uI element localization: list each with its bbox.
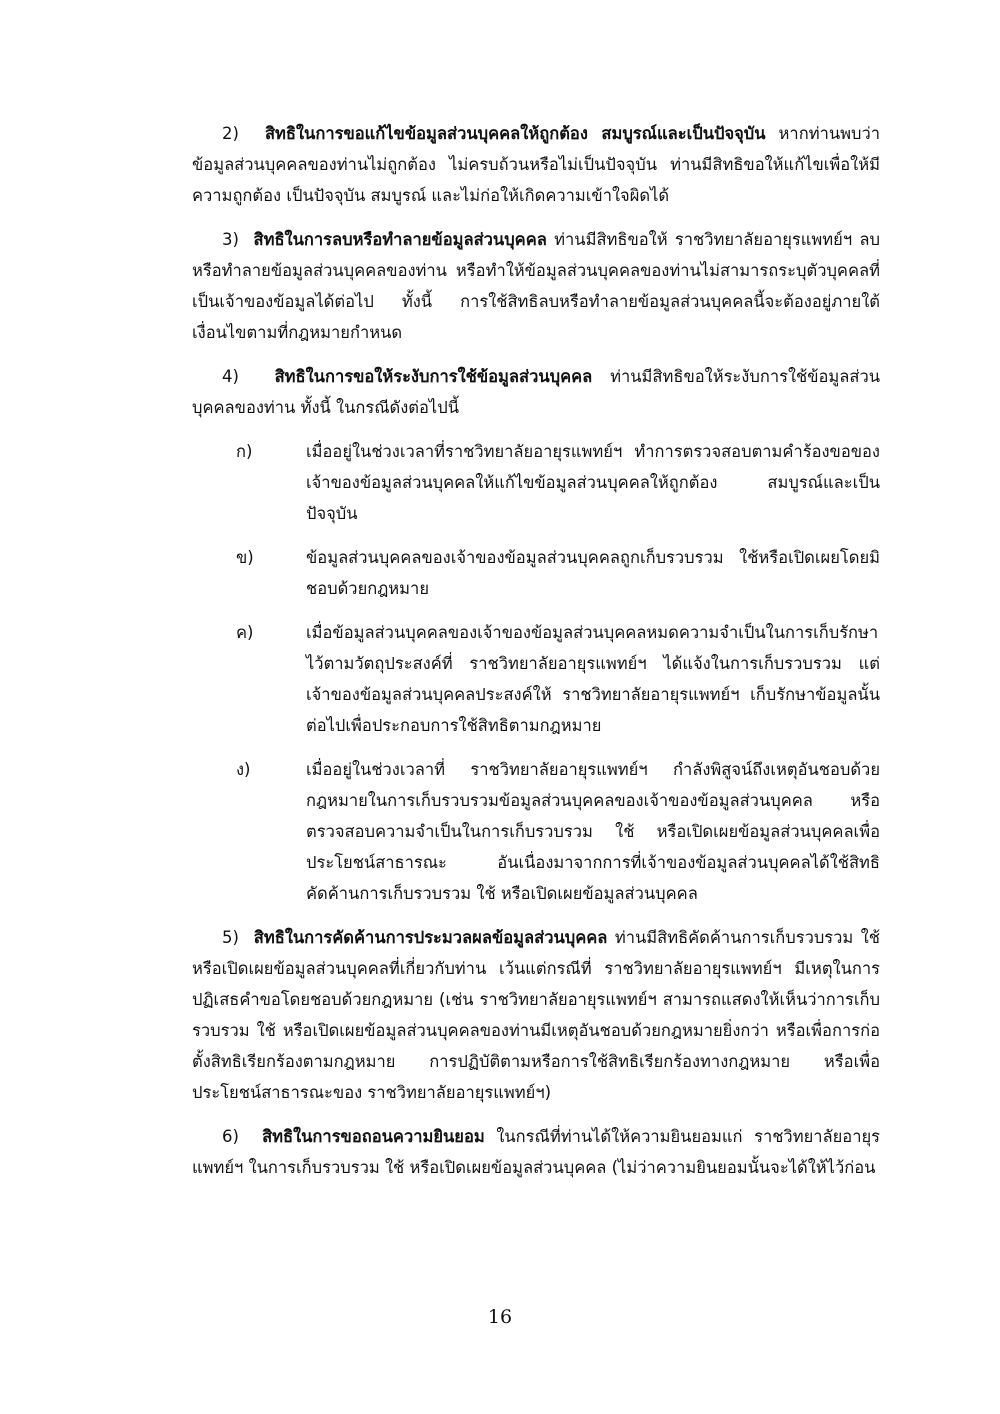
paragraph-heading: สิทธิในการลบหรือทำลายข้อมูลส่วนบุคคล [253, 230, 547, 249]
page-number: 16 [487, 1306, 513, 1328]
sub-item-kho-khwai [236, 617, 880, 741]
sub-item-text: ข้อมูลส่วนบุคคลของเจ้าของข้อมูลส่วนบุคคลถูกเก็บรวบรวม ใช้หรือเปิดเผยโดยมิชอบด้วยกฎหมาย [306, 548, 880, 598]
paragraph-right-5 [192, 922, 880, 1108]
sub-item-text: เมื่ออยู่ในช่วงเวลาที่ราชวิทยาลัยอายุรแพทย์ฯ ทำการตรวจสอบตามคำร้องขอของเจ้าของข้อมูลส่วนบุคคลให้แก้ไขข้อมูลส่วนบุคคลให้ถูกต้อง สมบูรณ์และเป็นปัจจุบัน [306, 442, 880, 523]
paragraph-body: ท่านมีสิทธิขอให้ระงับการใช้ข้อมูลส่วนบุคคลของท่าน ทั้งนี้ ในกรณีดังต่อไปนี้ [192, 367, 880, 417]
sub-item-marker: ค) [236, 623, 254, 642]
sub-item-marker: ข) [236, 548, 254, 567]
paragraph-heading: สิทธิในการคัดค้านการประมวลผลข้อมูลส่วนบุคคล [253, 928, 608, 947]
sub-item-marker: ก) [236, 442, 253, 461]
paragraph-body: หากท่านพบว่าข้อมูลส่วนบุคคลของท่านไม่ถูกต้อง ไม่ครบถ้วนหรือไม่เป็นปัจจุบัน ท่านมีสิทธิขอให้แก้ไขเพื่อให้มีความถูกต้อง เป็นปัจจุบัน สมบูรณ์ และไม่ก่อให้เกิดความเข้าใจผิดได้ [192, 124, 880, 205]
sub-item-text: เมื่ออยู่ในช่วงเวลาที่ ราชวิทยาลัยอายุรแพทย์ฯ กำลังพิสูจน์ถึงเหตุอันชอบด้วยกฎหมายในการเก็บรวบรวมข้อมูลส่วนบุคคลของเจ้าของข้อมูลส่วนบุคคล หรือตรวจสอบความจำเป็นในการเก็บรวบรวม ใช้ หรือเปิดเผยข้อมูลส่วนบุคคลเพื่อประโยชน์สาธารณะ อันเนื่องมาจากการที่เจ้าของข้อมูลส่วนบุคคลได้ใช้สิทธิคัดค้านการเก็บรวบรวม ใช้ หรือเปิดเผยข้อมูลส่วนบุคคล [306, 760, 880, 903]
paragraph-right-2 [192, 118, 880, 211]
paragraph-right-4 [192, 361, 880, 423]
paragraph-body: ในกรณีที่ท่านได้ให้ความยินยอมแก่ ราชวิทยาลัยอายุรแพทย์ฯ ในการเก็บรวบรวม ใช้ หรือเปิดเผยข้อมูลส่วนบุคคล (ไม่ว่าความยินยอมนั้นจะได้ให้ไว้ก่อน [192, 1127, 880, 1177]
sub-item-ko [236, 436, 880, 529]
document-body [192, 118, 880, 1196]
paragraph-heading: สิทธิในการขอแก้ไขข้อมูลส่วนบุคคลให้ถูกต้อง สมบูรณ์และเป็นปัจจุบัน [264, 124, 766, 143]
paragraph-number: 6) [222, 1127, 239, 1146]
sub-item-kho [236, 542, 880, 604]
sub-item-marker: ง) [236, 760, 251, 779]
sub-item-ngo [236, 754, 880, 909]
paragraph-heading: สิทธิในการขอให้ระงับการใช้ข้อมูลส่วนบุคคล [274, 367, 593, 386]
paragraph-right-6 [192, 1121, 880, 1183]
paragraph-number: 3) [222, 230, 239, 249]
paragraph-heading: สิทธิในการขอถอนความยินยอม [262, 1127, 485, 1146]
sub-item-text: เมื่อข้อมูลส่วนบุคคลของเจ้าของข้อมูลส่วนบุคคลหมดความจำเป็นในการเก็บรักษาไว้ตามวัตถุประสงค์ที่ ราชวิทยาลัยอายุรแพทย์ฯ ได้แจ้งในการเก็บรวบรวม แต่เจ้าของข้อมูลส่วนบุคคลประสงค์ให้ ราชวิทยาลัยอายุรแพทย์ฯ เก็บรักษาข้อมูลนั้นต่อไปเพื่อประกอบการใช้สิทธิตามกฎหมาย [306, 623, 880, 735]
paragraph-right-3 [192, 224, 880, 348]
paragraph-number: 2) [222, 124, 239, 143]
paragraph-number: 5) [222, 928, 239, 947]
paragraph-body: ท่านมีสิทธิคัดค้านการเก็บรวบรวม ใช้หรือเปิดเผยข้อมูลส่วนบุคคลที่เกี่ยวกับท่าน เว้นแต่กรณีที่ ราชวิทยาลัยอายุรแพทย์ฯ มีเหตุในการปฏิเสธคำขอโดยชอบด้วยกฎหมาย (เช่น ราชวิทยาลัยอายุรแพทย์ฯ สามารถแสดงให้เห็นว่าการเก็บรวบรวม ใช้ หรือเปิดเผยข้อมูลส่วนบุคคลของท่านมีเหตุอันชอบด้วยกฎหมายยิ่งกว่า หรือเพื่อการก่อตั้งสิทธิเรียกร้องตามกฎหมาย การปฏิบัติตามหรือการใช้สิทธิเรียกร้องทางกฎหมาย หรือเพื่อประโยชน์สาธารณะของ ราชวิทยาลัยอายุรแพทย์ฯ) [192, 928, 880, 1102]
paragraph-body: ท่านมีสิทธิขอให้ ราชวิทยาลัยอายุรแพทย์ฯ ลบหรือทำลายข้อมูลส่วนบุคคลของท่าน หรือทำให้ข้อมูลส่วนบุคคลของท่านไม่สามารถระบุตัวบุคคลที่เป็นเจ้าของข้อมูลได้ต่อไป ทั้งนี้ การใช้สิทธิลบหรือทำลายข้อมูลส่วนบุคคลนี้จะต้องอยู่ภายใต้เงื่อนไขตามที่กฎหมายกำหนด [192, 230, 880, 342]
paragraph-number: 4) [222, 367, 239, 386]
